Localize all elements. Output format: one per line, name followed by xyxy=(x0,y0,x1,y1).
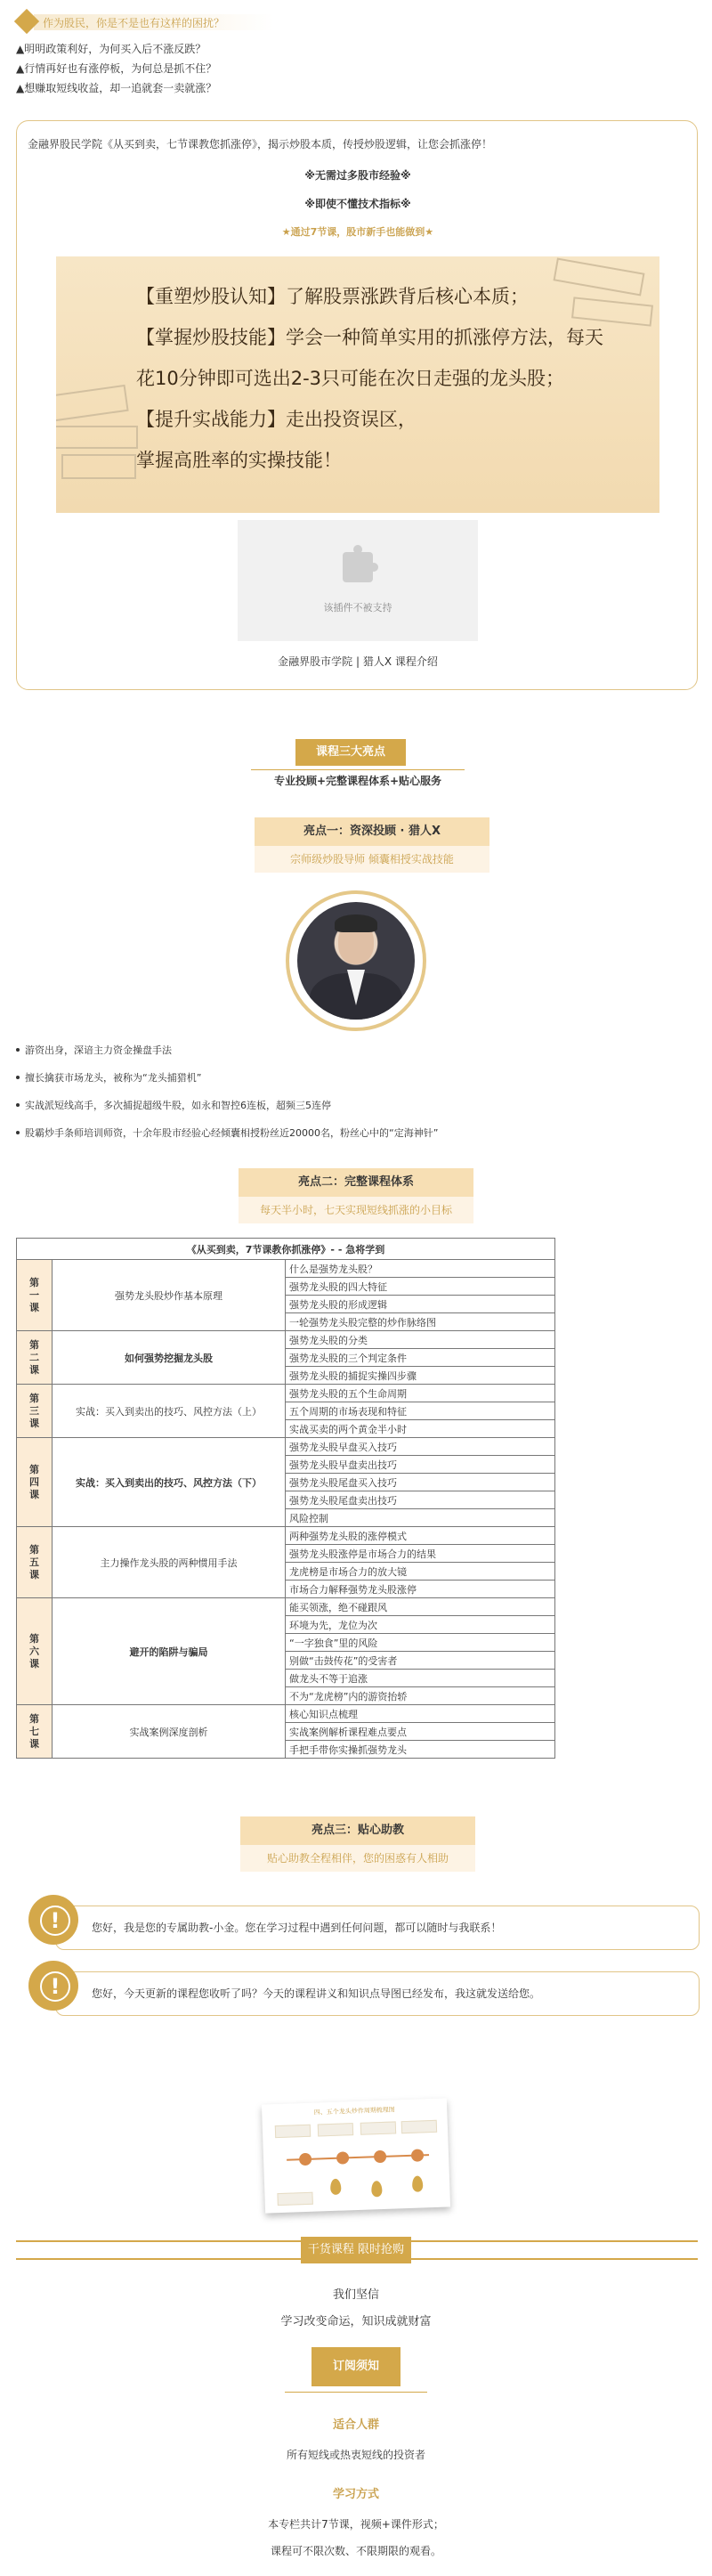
audience-title: 适合人群 xyxy=(332,2418,379,2432)
highlights-header: 课程三大亮点 xyxy=(295,739,406,766)
lesson-topic: 核心知识点梳理 xyxy=(286,1705,555,1723)
course-intro-card xyxy=(16,120,698,690)
lesson-name: 实战：买入到卖出的技巧、风控方法（下） xyxy=(53,1438,286,1527)
alert-icon xyxy=(28,1961,78,2011)
list-item: 股霸炒手条师培训师资，十余年股市经验心经倾囊相授粉丝近20000名，粉丝心中的“定海神针” xyxy=(16,1119,438,1147)
lesson-topic: 什么是强势龙头股？ xyxy=(286,1260,555,1278)
divider xyxy=(285,2392,427,2393)
lesson-topic: 强势龙头股涨停是市场合力的结果 xyxy=(286,1545,555,1563)
lesson-topic: 强势龙头股尾盘卖出技巧 xyxy=(286,1491,555,1509)
alert-icon xyxy=(28,1895,78,1945)
method-title: 学习方式 xyxy=(332,2488,379,2501)
course-intro-text: 金融界股民学院《从买到卖，七节课教您抓涨停》，揭示炒股本质，传授炒股逻辑，让您会抓涨停！ xyxy=(28,138,493,150)
instructor-avatar xyxy=(286,890,426,1031)
list-item: 实战派短线高手，多次捕捉超级牛股，如永和智控6连板，超频三5连停 xyxy=(16,1092,438,1119)
mindmap-image xyxy=(262,2098,450,2213)
lesson-topic: 做龙头不等于追涨 xyxy=(286,1670,555,1687)
course-caption: 金融界股市学院 | 猎人X 课程介绍 xyxy=(278,655,438,668)
lesson-name: 强势龙头股炒作基本原理 xyxy=(53,1260,286,1331)
lesson-topic: 手把手带你实操抓强势龙头 xyxy=(286,1741,555,1759)
timeline-dot xyxy=(336,2151,349,2164)
lesson-topic: 别做“击鼓传花”的受害者 xyxy=(286,1652,555,1670)
lesson-topic: 强势龙头股的四大特征 xyxy=(286,1278,555,1296)
mindmap-node xyxy=(401,2120,437,2133)
lesson-topic: 风险控制 xyxy=(286,1509,555,1527)
lesson-number: 第 六 课 xyxy=(17,1598,53,1705)
lesson-topic: 龙虎榜是市场合力的放大镜 xyxy=(286,1563,555,1581)
banner-line: 【提升实战能力】走出投资误区， xyxy=(136,409,417,430)
book-illustration xyxy=(56,385,129,422)
table-row xyxy=(17,1438,555,1456)
lesson-topic: 强势龙头股尾盘买入技巧 xyxy=(286,1474,555,1491)
lesson-topic: 不为“龙虎榜”内的游资抬轿 xyxy=(286,1687,555,1705)
lesson-topic: 一轮强势龙头股完整的炒作脉络图 xyxy=(286,1313,555,1331)
highlight-three-box xyxy=(240,1816,475,1872)
note-no-indicators: ※即使不懂技术指标※ xyxy=(304,198,411,210)
highlight-one-subtitle: 宗师级炒股导师 倾囊相授实战技能 xyxy=(290,853,454,865)
photo-hair xyxy=(335,914,377,932)
lesson-number: 第 七 课 xyxy=(17,1705,53,1759)
highlight-two-subtitle: 每天半小时，七天实现短线抓涨的小目标 xyxy=(259,1204,452,1216)
highlight-three-subtitle: 贴心助教全程相伴，您的困惑有人相助 xyxy=(266,1852,449,1865)
table-row xyxy=(17,1527,555,1545)
lesson-topic: 实战买卖的两个黄金半小时 xyxy=(286,1420,555,1438)
lesson-name: 如何强势挖掘龙头股 xyxy=(53,1331,286,1385)
lesson-topic: 两种强势龙头股的涨停模式 xyxy=(286,1527,555,1545)
highlight-one-box xyxy=(255,817,490,873)
method-text-1: 本专栏共计7节课，视频+课件形式； xyxy=(268,2518,444,2531)
lesson-name: 实战：买入到卖出的技巧、风控方法（上） xyxy=(53,1385,286,1438)
mindmap-node xyxy=(318,2123,353,2136)
lesson-topic: “一字独食”里的风险 xyxy=(286,1634,555,1652)
list-item: ▲想赚取短线收益，却一追就套一卖就涨？ xyxy=(16,82,217,94)
intro-question-header xyxy=(12,9,279,36)
highlight-three-title: 亮点三：贴心助教 xyxy=(240,1816,475,1845)
intro-question-title: 作为股民，你是不是也有这样的困扰？ xyxy=(43,17,225,29)
lesson-topic: 强势龙头股早盘卖出技巧 xyxy=(286,1456,555,1474)
list-item: 擅长擒获市场龙头，被称为“龙头捕猎机” xyxy=(16,1064,438,1092)
course-banner xyxy=(56,256,659,513)
lesson-number: 第 二 课 xyxy=(17,1331,53,1385)
lesson-topic: 环境为先，龙位为次 xyxy=(286,1616,555,1634)
book-illustration xyxy=(56,426,138,449)
lesson-name: 实战案例深度剖析 xyxy=(53,1705,286,1759)
banner-line: 【重塑炒股认知】了解股票涨跌背后核心本质； xyxy=(136,286,529,307)
instructor-photo xyxy=(297,902,415,1020)
lesson-topic: 强势龙头股的分类 xyxy=(286,1331,555,1349)
lesson-topic: 五个周期的市场表现和特征 xyxy=(286,1402,555,1420)
list-item: ▲行情再好也有涨停板，为何总是抓不住？ xyxy=(16,62,217,75)
list-item: 游资出身，深谙主力资金操盘手法 xyxy=(16,1036,438,1064)
table-row xyxy=(17,1598,555,1616)
table-row xyxy=(17,1331,555,1349)
unsupported-plugin xyxy=(238,520,478,641)
lesson-number: 第 五 课 xyxy=(17,1527,53,1598)
lesson-number: 第 四 课 xyxy=(17,1438,53,1527)
plugin-unsupported-text: 该插件不被支持 xyxy=(323,602,392,614)
lesson-topic: 强势龙头股的三个判定条件 xyxy=(286,1349,555,1367)
drop-icon xyxy=(371,2181,383,2197)
lesson-number: 第 一 课 xyxy=(17,1260,53,1331)
highlight-one-title: 亮点一：资深投顾 · 猎人X xyxy=(255,817,490,846)
method-text-2: 课程可不限次数、不限期限的观看。 xyxy=(270,2545,441,2557)
limited-offer-band: 干货课程 限时抢购 xyxy=(301,2237,411,2263)
table-row xyxy=(17,1705,555,1723)
banner-line: 掌握高胜率的实操技能！ xyxy=(136,450,342,471)
timeline-dot xyxy=(411,2149,424,2161)
subscription-notice-header: 订阅须知 xyxy=(312,2347,400,2386)
lesson-topic: 能买领涨，绝不碰跟风 xyxy=(286,1598,555,1616)
table-row xyxy=(17,1260,555,1278)
note-seven-lessons: ★通过7节课，股市新手也能做到★ xyxy=(281,226,434,238)
assistant-message: 您好，今天更新的课程您收听了吗？今天的课程讲义和知识点导图已经发布，我这就发送给您。 xyxy=(55,1971,700,2016)
lesson-topic: 强势龙头股的形成逻辑 xyxy=(286,1296,555,1313)
banner-text xyxy=(136,276,635,481)
puzzle-piece-icon xyxy=(343,552,373,582)
belief-slogan: 学习改变命运，知识成就财富 xyxy=(280,2315,432,2328)
mindmap-title: 四、五个龙头炒作周期梳理图 xyxy=(313,2106,395,2117)
intro-question-list xyxy=(16,39,216,98)
assistant-message: 您好，我是您的专属助教-小金。您在学习过程中遇到任何问题，都可以随时与我联系！ xyxy=(55,1906,700,1950)
lesson-topic: 强势龙头股早盘买入技巧 xyxy=(286,1438,555,1456)
mindmap-node xyxy=(275,2125,311,2138)
lesson-topic: 市场合力解释强势龙头股涨停 xyxy=(286,1581,555,1598)
lesson-topic: 强势龙头股的五个生命周期 xyxy=(286,1385,555,1402)
highlight-two-title: 亮点二：完整课程体系 xyxy=(239,1168,473,1197)
instructor-bullets xyxy=(16,1036,438,1147)
lesson-topic: 实战案例解析课程难点要点 xyxy=(286,1723,555,1741)
lesson-name: 主力操作龙头股的两种惯用手法 xyxy=(53,1527,286,1598)
timeline-dot xyxy=(299,2153,312,2166)
divider xyxy=(251,769,465,770)
table-row xyxy=(17,1385,555,1402)
book-illustration xyxy=(61,454,136,479)
drop-icon xyxy=(412,2175,424,2191)
lesson-number: 第 三 课 xyxy=(17,1385,53,1438)
curriculum-table xyxy=(16,1238,555,1759)
banner-line: 【掌握炒股技能】学会一种简单实用的抓涨停方法，每天 xyxy=(136,327,603,348)
audience-text: 所有短线或热衷短线的投资者 xyxy=(286,2449,425,2461)
banner-line: 花10分钟即可选出2-3只可能在次日走强的龙头股； xyxy=(136,368,565,389)
lesson-topic: 强势龙头股的捕捉实操四步骤 xyxy=(286,1367,555,1385)
highlights-subtitle: 专业投顾+完整课程体系+贴心服务 xyxy=(273,775,442,787)
lesson-name: 避开的陷阱与骗局 xyxy=(53,1598,286,1705)
note-no-experience: ※无需过多股市经验※ xyxy=(304,169,411,182)
list-item: ▲明明政策利好，为何买入后不涨反跌？ xyxy=(16,43,206,55)
mindmap-node xyxy=(277,2192,312,2206)
belief-line: 我们坚信 xyxy=(332,2288,379,2302)
curriculum-caption: 《从买到卖，7节课教你抓涨停》- - 急将学到 xyxy=(17,1239,555,1260)
highlight-two-box xyxy=(239,1168,473,1223)
timeline-dot xyxy=(374,2150,386,2163)
mindmap-node xyxy=(360,2121,396,2134)
drop-icon xyxy=(330,2179,342,2195)
